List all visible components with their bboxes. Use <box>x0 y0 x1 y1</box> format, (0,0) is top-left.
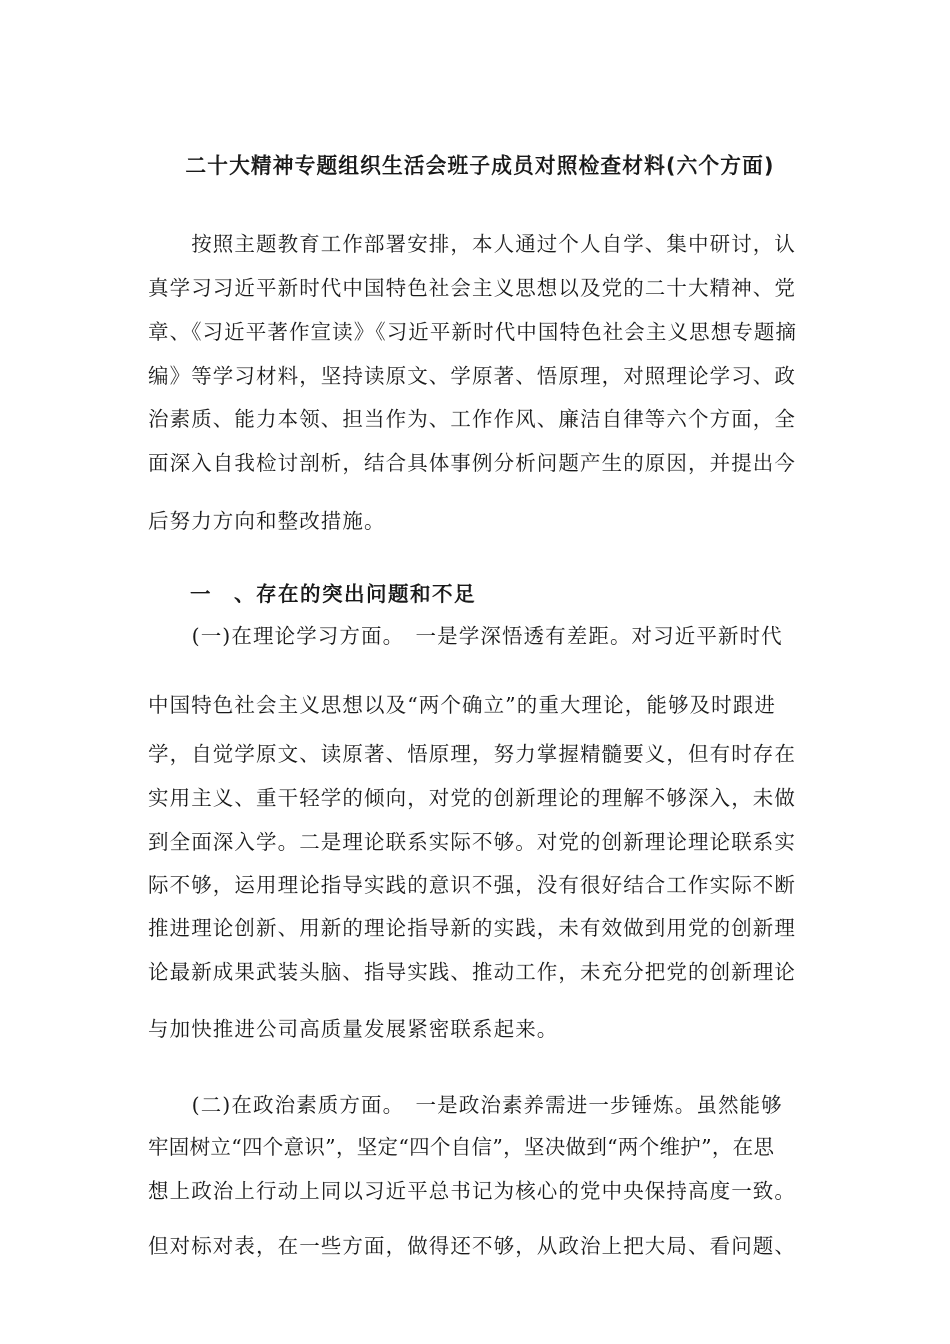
paragraph-line: 中国特色社会主义思想以及“两个确立”的重大理论，能够及时跟进 <box>148 693 776 717</box>
paragraph-line: 编》等学习材料，坚持读原文、学原著、悟原理，对照理论学习、政 <box>148 364 796 388</box>
paragraph-line: 实用主义、重干轻学的倾向，对党的创新理论的理解不够深入，未做 <box>148 786 796 810</box>
paragraph-line: 后努力方向和整改措施。 <box>148 509 386 533</box>
paragraph-line: (二)在政治素质方面。 一是政治素养需进一步锤炼。虽然能够 <box>170 1093 783 1117</box>
paragraph-line: 但对标对表，在一些方面，做得还不够，从政治上把大局、看问题、 <box>148 1234 796 1258</box>
document-title: 二十大精神专题组织生活会班子成员对照检查材料(六个方面) <box>185 154 775 179</box>
paragraph-line: 牢固树立“四个意识”，坚定“四个自信”，坚决做到“两个维护”，在思 <box>148 1135 775 1159</box>
paragraph-line: 治素质、能力本领、担当作为、工作作风、廉洁自律等六个方面，全 <box>148 407 796 431</box>
paragraph-line: (一)在理论学习方面。 一是学深悟透有差距。对习近平新时代 <box>170 624 783 648</box>
paragraph-line: 想上政治上行动上同以习近平总书记为核心的党中央保持高度一致。 <box>148 1179 796 1203</box>
paragraph-line: 际不够，运用理论指导实践的意识不强，没有很好结合工作实际不断 <box>148 873 796 897</box>
paragraph-line: 按照主题教育工作部署安排，本人通过个人自学、集中研讨，认 <box>148 232 796 256</box>
paragraph-line: 与加快推进公司高质量发展紧密联系起来。 <box>148 1017 559 1041</box>
paragraph-line: 面深入自我检讨剖析，结合具体事例分析问题产生的原因，并提出今 <box>148 451 796 475</box>
paragraph-line: 真学习习近平新时代中国特色社会主义思想以及党的二十大精神、党 <box>148 276 796 300</box>
paragraph-line: 学，自觉学原文、读原著、悟原理，努力掌握精髓要义，但有时存在 <box>148 742 796 766</box>
paragraph-line: 章、《习近平著作宣读》《习近平新时代中国特色社会主义思想专题摘 <box>148 320 798 344</box>
paragraph-line: 到全面深入学。二是理论联系实际不够。对党的创新理论理论联系实 <box>148 830 796 854</box>
paragraph-line: 推进理论创新、用新的理论指导新的实践，未有效做到用党的创新理 <box>148 916 796 940</box>
section-heading: 一 、存在的突出问题和不足 <box>190 582 476 606</box>
paragraph-line: 论最新成果武装头脑、指导实践、推动工作，未充分把党的创新理论 <box>148 960 796 984</box>
